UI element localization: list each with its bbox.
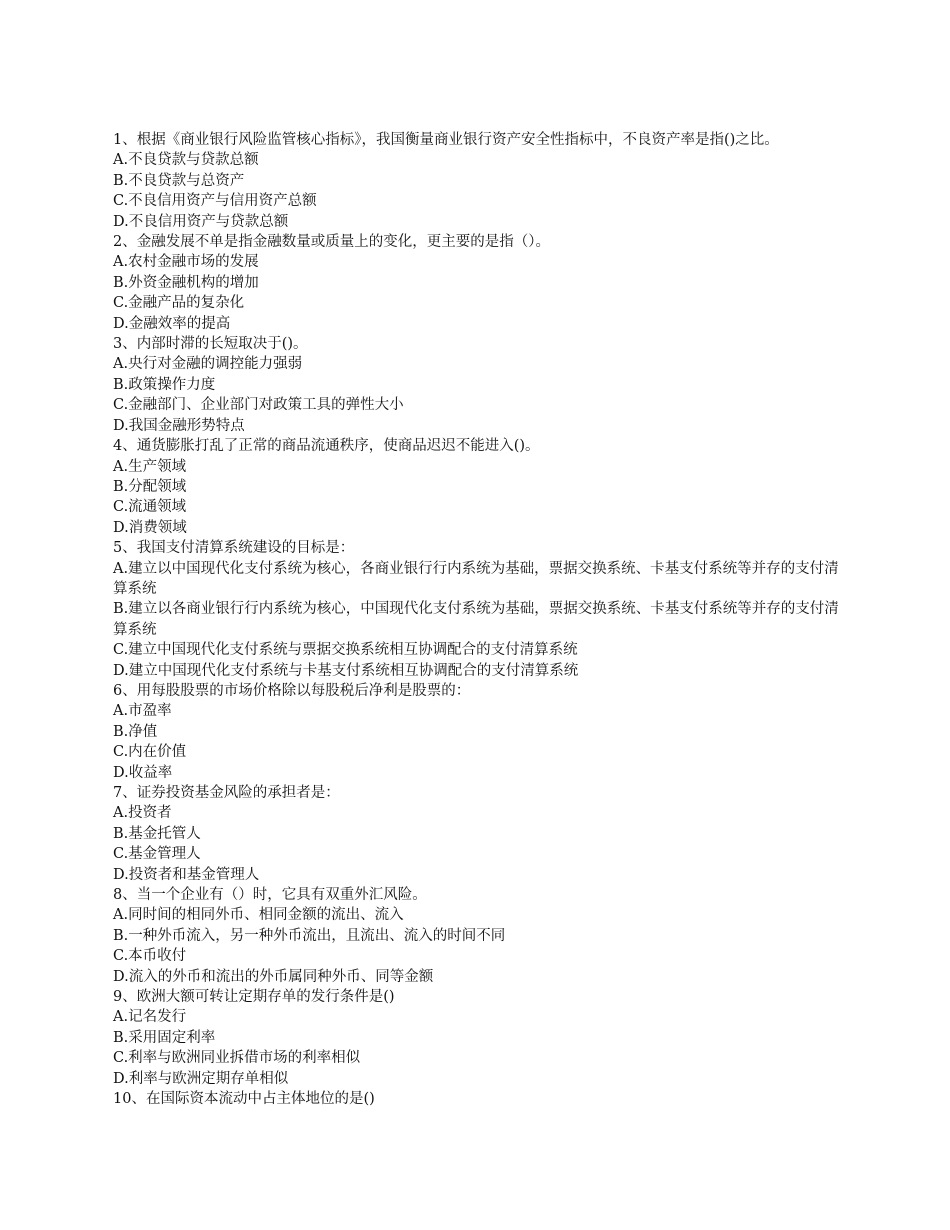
question-9 — [113, 987, 843, 1089]
option-b: B.一种外币流入，另一种外币流出，且流出、流入的时间不同 — [113, 927, 506, 944]
question-6 — [113, 681, 843, 783]
option-d: D.我国金融形势特点 — [113, 417, 245, 434]
option-b: B.分配领域 — [113, 478, 187, 495]
question-10 — [113, 1089, 843, 1109]
question-text: 3、内部时滞的长短取决于()。 — [113, 336, 308, 353]
option-a: A.生产领域 — [113, 458, 187, 475]
option-d: D.建立中国现代化支付系统与卡基支付系统相互协调配合的支付清算系统 — [113, 662, 579, 679]
question-text: 6、用每股股票的市场价格除以每股税后净利是股票的： — [113, 682, 471, 699]
option-b: B.基金托管人 — [113, 825, 201, 842]
option-c: C.内在价值 — [113, 744, 187, 761]
option-a: A.投资者 — [113, 805, 172, 822]
option-d: D.消费领域 — [113, 519, 187, 536]
option-a: A.农村金融市场的发展 — [113, 254, 259, 271]
option-d: D.收益率 — [113, 764, 173, 781]
question-text: 4、通货膨胀打乱了正常的商品流通秩序，使商品迟迟不能进入()。 — [113, 438, 540, 455]
option-a: A.市盈率 — [113, 703, 172, 720]
option-d: D.金融效率的提高 — [113, 315, 231, 332]
question-4 — [113, 436, 843, 538]
option-b: B.政策操作力度 — [113, 376, 216, 393]
question-text: 7、证券投资基金风险的承担者是： — [113, 785, 340, 801]
question-text: 9、欧洲大额可转让定期存单的发行条件是() — [113, 989, 395, 1006]
option-c: C.建立中国现代化支付系统与票据交换系统相互协调配合的支付清算系统 — [113, 642, 578, 659]
question-text: 8、当一个企业有（）时，它具有双重外汇风险。 — [113, 887, 427, 904]
option-a: A.不良贷款与贷款总额 — [113, 152, 259, 169]
option-c: C.本币收付 — [113, 948, 187, 965]
option-c: C.金融产品的复杂化 — [113, 295, 245, 312]
option-a: A.同时间的相同外币、相同金额的流出、流入 — [113, 907, 404, 924]
option-a: A.央行对金融的调控能力强弱 — [113, 356, 303, 373]
option-d: D.流入的外币和流出的外币属同种外币、同等金额 — [113, 968, 434, 985]
question-text: 1、根据《商业银行风险监管核心指标》，我国衡量商业银行资产安全性指标中，不良资产率是指()之比。 — [113, 132, 779, 148]
question-text: 2、金融发展不单是指金融数量或质量上的变化，更主要的是指（）。 — [113, 234, 550, 251]
question-text: 10、在国际资本流动中占主体地位的是() — [113, 1091, 375, 1108]
option-b: B.净值 — [113, 723, 158, 740]
option-a: A.记名发行 — [113, 1009, 187, 1026]
option-d: D.不良信用资产与贷款总额 — [113, 213, 289, 230]
option-b: B.不良贷款与总资产 — [113, 172, 245, 189]
question-1 — [113, 130, 843, 232]
option-c: C.利率与欧洲同业拆借市场的利率相似 — [113, 1050, 361, 1067]
option-b: B.采用固定利率 — [113, 1029, 216, 1046]
option-b: B.外资金融机构的增加 — [113, 274, 259, 291]
option-c: C.不良信用资产与信用资产总额 — [113, 193, 317, 210]
option-d: D.利率与欧洲定期存单相似 — [113, 1070, 289, 1087]
option-c: C.基金管理人 — [113, 846, 201, 863]
question-text: 5、我国支付清算系统建设的目标是： — [113, 540, 355, 557]
document-page — [113, 130, 843, 1110]
option-a: A.建立以中国现代化支付系统为核心，各商业银行行内系统为基础，票据交换系统、卡基支付系统等并存的支付清算系统 — [113, 560, 839, 597]
question-2 — [113, 232, 843, 334]
option-c: C.金融部门、企业部门对政策工具的弹性大小 — [113, 397, 404, 414]
option-d: D.投资者和基金管理人 — [113, 866, 260, 883]
question-8 — [113, 885, 843, 987]
option-c: C.流通领域 — [113, 499, 187, 516]
question-7 — [113, 783, 843, 885]
question-5 — [113, 538, 843, 681]
option-b: B.建立以各商业银行行内系统为核心，中国现代化支付系统为基础，票据交换系统、卡基支付系统等并存的支付清算系统 — [113, 601, 839, 638]
question-3 — [113, 334, 843, 436]
